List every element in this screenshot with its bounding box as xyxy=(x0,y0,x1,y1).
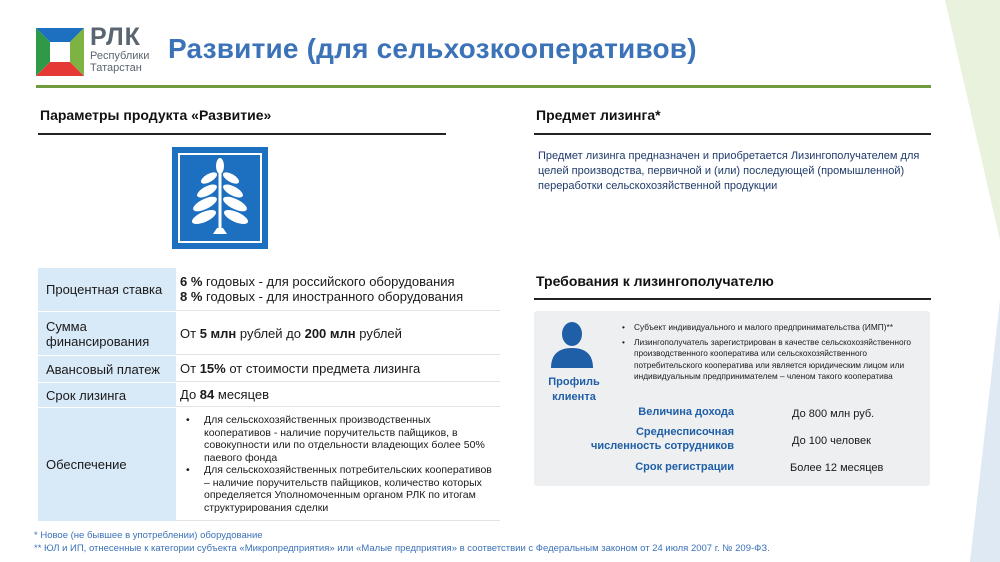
row-value xyxy=(176,268,500,311)
subject-heading: Предмет лизинга* xyxy=(536,107,661,123)
footnote-1: * Новое (не бывшее в употреблении) оборудование xyxy=(34,530,263,541)
list-item: • Субъект индивидуального и малого предпринимательства (ИМП)** xyxy=(620,322,920,334)
list-item: • Лизингополучатель зарегистрирован в качестве сельскохозяйственного производственного кооператива или сельскохозяйственного потребительского кооператива или является юридическим лицом или индивидуальным предпринимателем – членом такого кооператива xyxy=(620,337,920,383)
headcount-value: До 100 человек xyxy=(792,435,871,447)
value-part: 84 xyxy=(199,387,215,402)
subject-heading-rule xyxy=(534,133,931,135)
page-title: Развитие (для сельхозкооперативов) xyxy=(168,33,697,64)
footnote-2: ** ЮЛ и ИП, отнесенные к категории субъекта «Микропредприятия» или «Малые предприятия» в соответствии с Федеральным законом от 24 июля 2007 г. № 209-ФЗ. xyxy=(34,543,770,554)
requirements-heading: Требования к лизингополучателю xyxy=(536,273,774,289)
params-heading: Параметры продукта «Развитие» xyxy=(40,107,272,123)
row-value xyxy=(176,408,500,521)
row-value xyxy=(176,356,500,382)
title-divider xyxy=(36,85,931,88)
value-part: 15% xyxy=(199,361,226,376)
list-item: • Для сельскохозяйственных потребительских кооперативов – наличие поручительств пайщиков, количество которых определяется Уполномоченным органом РЛК по итогам структурирования сделки xyxy=(184,464,496,514)
headcount-label: Среднесписочная численность сотрудников xyxy=(590,426,734,452)
list-item: • Для сельскохозяйственных производственных кооперативов - наличие поручительств пайщиков, в совокупности или по отдельности владеющих более 50% паевого фонда xyxy=(184,414,496,464)
row-label: Процентная ставка xyxy=(38,268,176,311)
tree-icon xyxy=(185,158,255,238)
logo-line-2: Татарстан xyxy=(90,62,142,74)
table-row xyxy=(38,312,500,356)
table-row xyxy=(38,356,500,383)
rlk-logo-icon xyxy=(36,28,84,76)
table-row xyxy=(38,408,500,522)
params-table xyxy=(38,268,500,522)
params-heading-rule xyxy=(38,133,446,135)
logo-abbr: РЛК xyxy=(90,23,141,51)
row-value xyxy=(176,383,500,407)
registration-label: Срок регистрации xyxy=(635,461,734,473)
subject-text: Предмет лизинга предназначен и приобретается Лизингополучателем для целей производства, первичной и (или) последующей (промышленной) переработки сельскохозяйственной продукции xyxy=(538,150,920,192)
requirements-heading-rule xyxy=(534,298,931,300)
profile-label: Профиль клиента xyxy=(548,376,600,403)
collateral-list xyxy=(180,414,496,514)
row-value xyxy=(176,312,500,355)
rate-foreign: 8 % xyxy=(180,289,203,304)
value-part: 200 млн xyxy=(304,325,356,341)
value-part: 5 млн xyxy=(199,325,237,341)
value-part: от стоимости предмета лизинга xyxy=(225,361,421,376)
requirements-list xyxy=(620,322,920,386)
table-row xyxy=(38,383,500,408)
value-part: месяцев xyxy=(214,387,270,402)
value-part: От xyxy=(180,361,200,376)
income-label: Величина дохода xyxy=(638,406,734,418)
tree-icon-box xyxy=(172,147,268,249)
rate-foreign-text: годовых - для иностранного оборудования xyxy=(202,289,464,304)
row-label: Сумма финансирования xyxy=(38,312,176,355)
row-label: Авансовый платеж xyxy=(38,356,176,382)
value-part: От xyxy=(180,325,200,341)
registration-value: Более 12 месяцев xyxy=(790,462,884,474)
value-part: До xyxy=(180,387,200,402)
logo-line-1: Республики xyxy=(90,50,150,62)
row-label: Срок лизинга xyxy=(38,383,176,407)
logo-text xyxy=(90,24,149,74)
rate-rus-text: годовых - для российского оборудования xyxy=(202,274,455,289)
person-icon xyxy=(549,320,595,368)
rate-rus: 6 % xyxy=(180,274,203,289)
value-part: рублей xyxy=(355,325,402,341)
row-label: Обеспечение xyxy=(38,408,176,521)
income-value: До 800 млн руб. xyxy=(792,408,875,420)
value-part: рублей до xyxy=(236,325,305,341)
table-row xyxy=(38,268,500,312)
